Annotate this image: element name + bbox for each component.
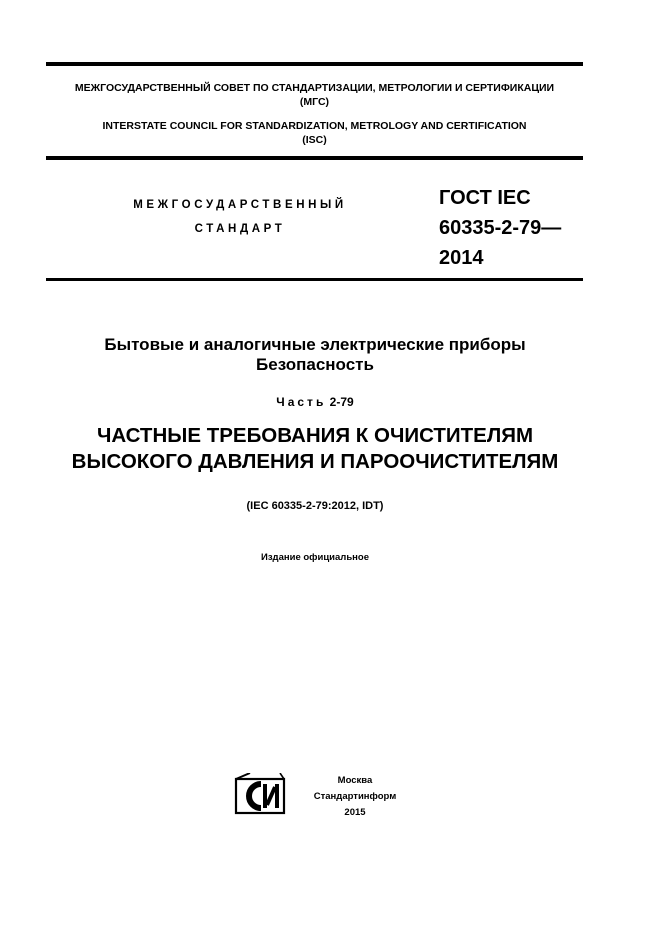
iec-reference: (IEC 60335-2-79:2012, IDT) [246, 500, 384, 512]
imprint [300, 773, 410, 821]
top-rule [46, 62, 583, 66]
lower-rule [46, 278, 583, 281]
gost-line1: ГОСТ IEC [439, 187, 531, 209]
standard-kind-line2: СТАНДАРТ [194, 223, 286, 235]
imprint-publisher: Стандартинформ [313, 791, 397, 802]
subtitle-line1: ЧАСТНЫЕ ТРЕБОВАНИЯ К ОЧИСТИТЕЛЯМ [96, 424, 534, 447]
title-line2: Безопасность [256, 355, 374, 374]
standard-kind-line1: МЕЖГОСУДАРСТВЕННЫЙ [133, 199, 347, 211]
part-number: 2-79 [329, 395, 354, 409]
document-subtitle [20, 423, 610, 475]
council-abbr-en: (ISC) [302, 134, 327, 146]
subtitle-line2: ВЫСОКОГО ДАВЛЕНИЯ И ПАРООЧИСТИТЕЛЯМ [71, 450, 559, 473]
edition-note: Издание официальное [261, 552, 369, 563]
imprint-city: Москва [337, 775, 373, 786]
council-abbr-ru: (МГС) [299, 96, 330, 108]
council-name-en: INTERSTATE COUNCIL FOR STANDARDIZATION, METROLOGY AND CERTIFICATION [102, 120, 527, 132]
council-name-russian [46, 81, 583, 109]
imprint-year: 2015 [344, 807, 366, 818]
middle-rule [46, 156, 583, 160]
document-title [20, 335, 610, 375]
standard-designation [439, 183, 589, 273]
standartinform-logo-icon [234, 773, 288, 815]
council-name-english [46, 119, 583, 147]
gost-line2: 60335-2-79— [439, 217, 562, 239]
part-word: Часть [276, 395, 327, 409]
council-name-ru: МЕЖГОСУДАРСТВЕННЫЙ СОВЕТ ПО СТАНДАРТИЗАЦИИ, МЕТРОЛОГИИ И СЕРТИФИКАЦИИ [74, 82, 555, 94]
title-line1: Бытовые и аналогичные электрические приборы [104, 335, 526, 354]
gost-line3: 2014 [439, 247, 484, 269]
part-label [20, 395, 610, 409]
